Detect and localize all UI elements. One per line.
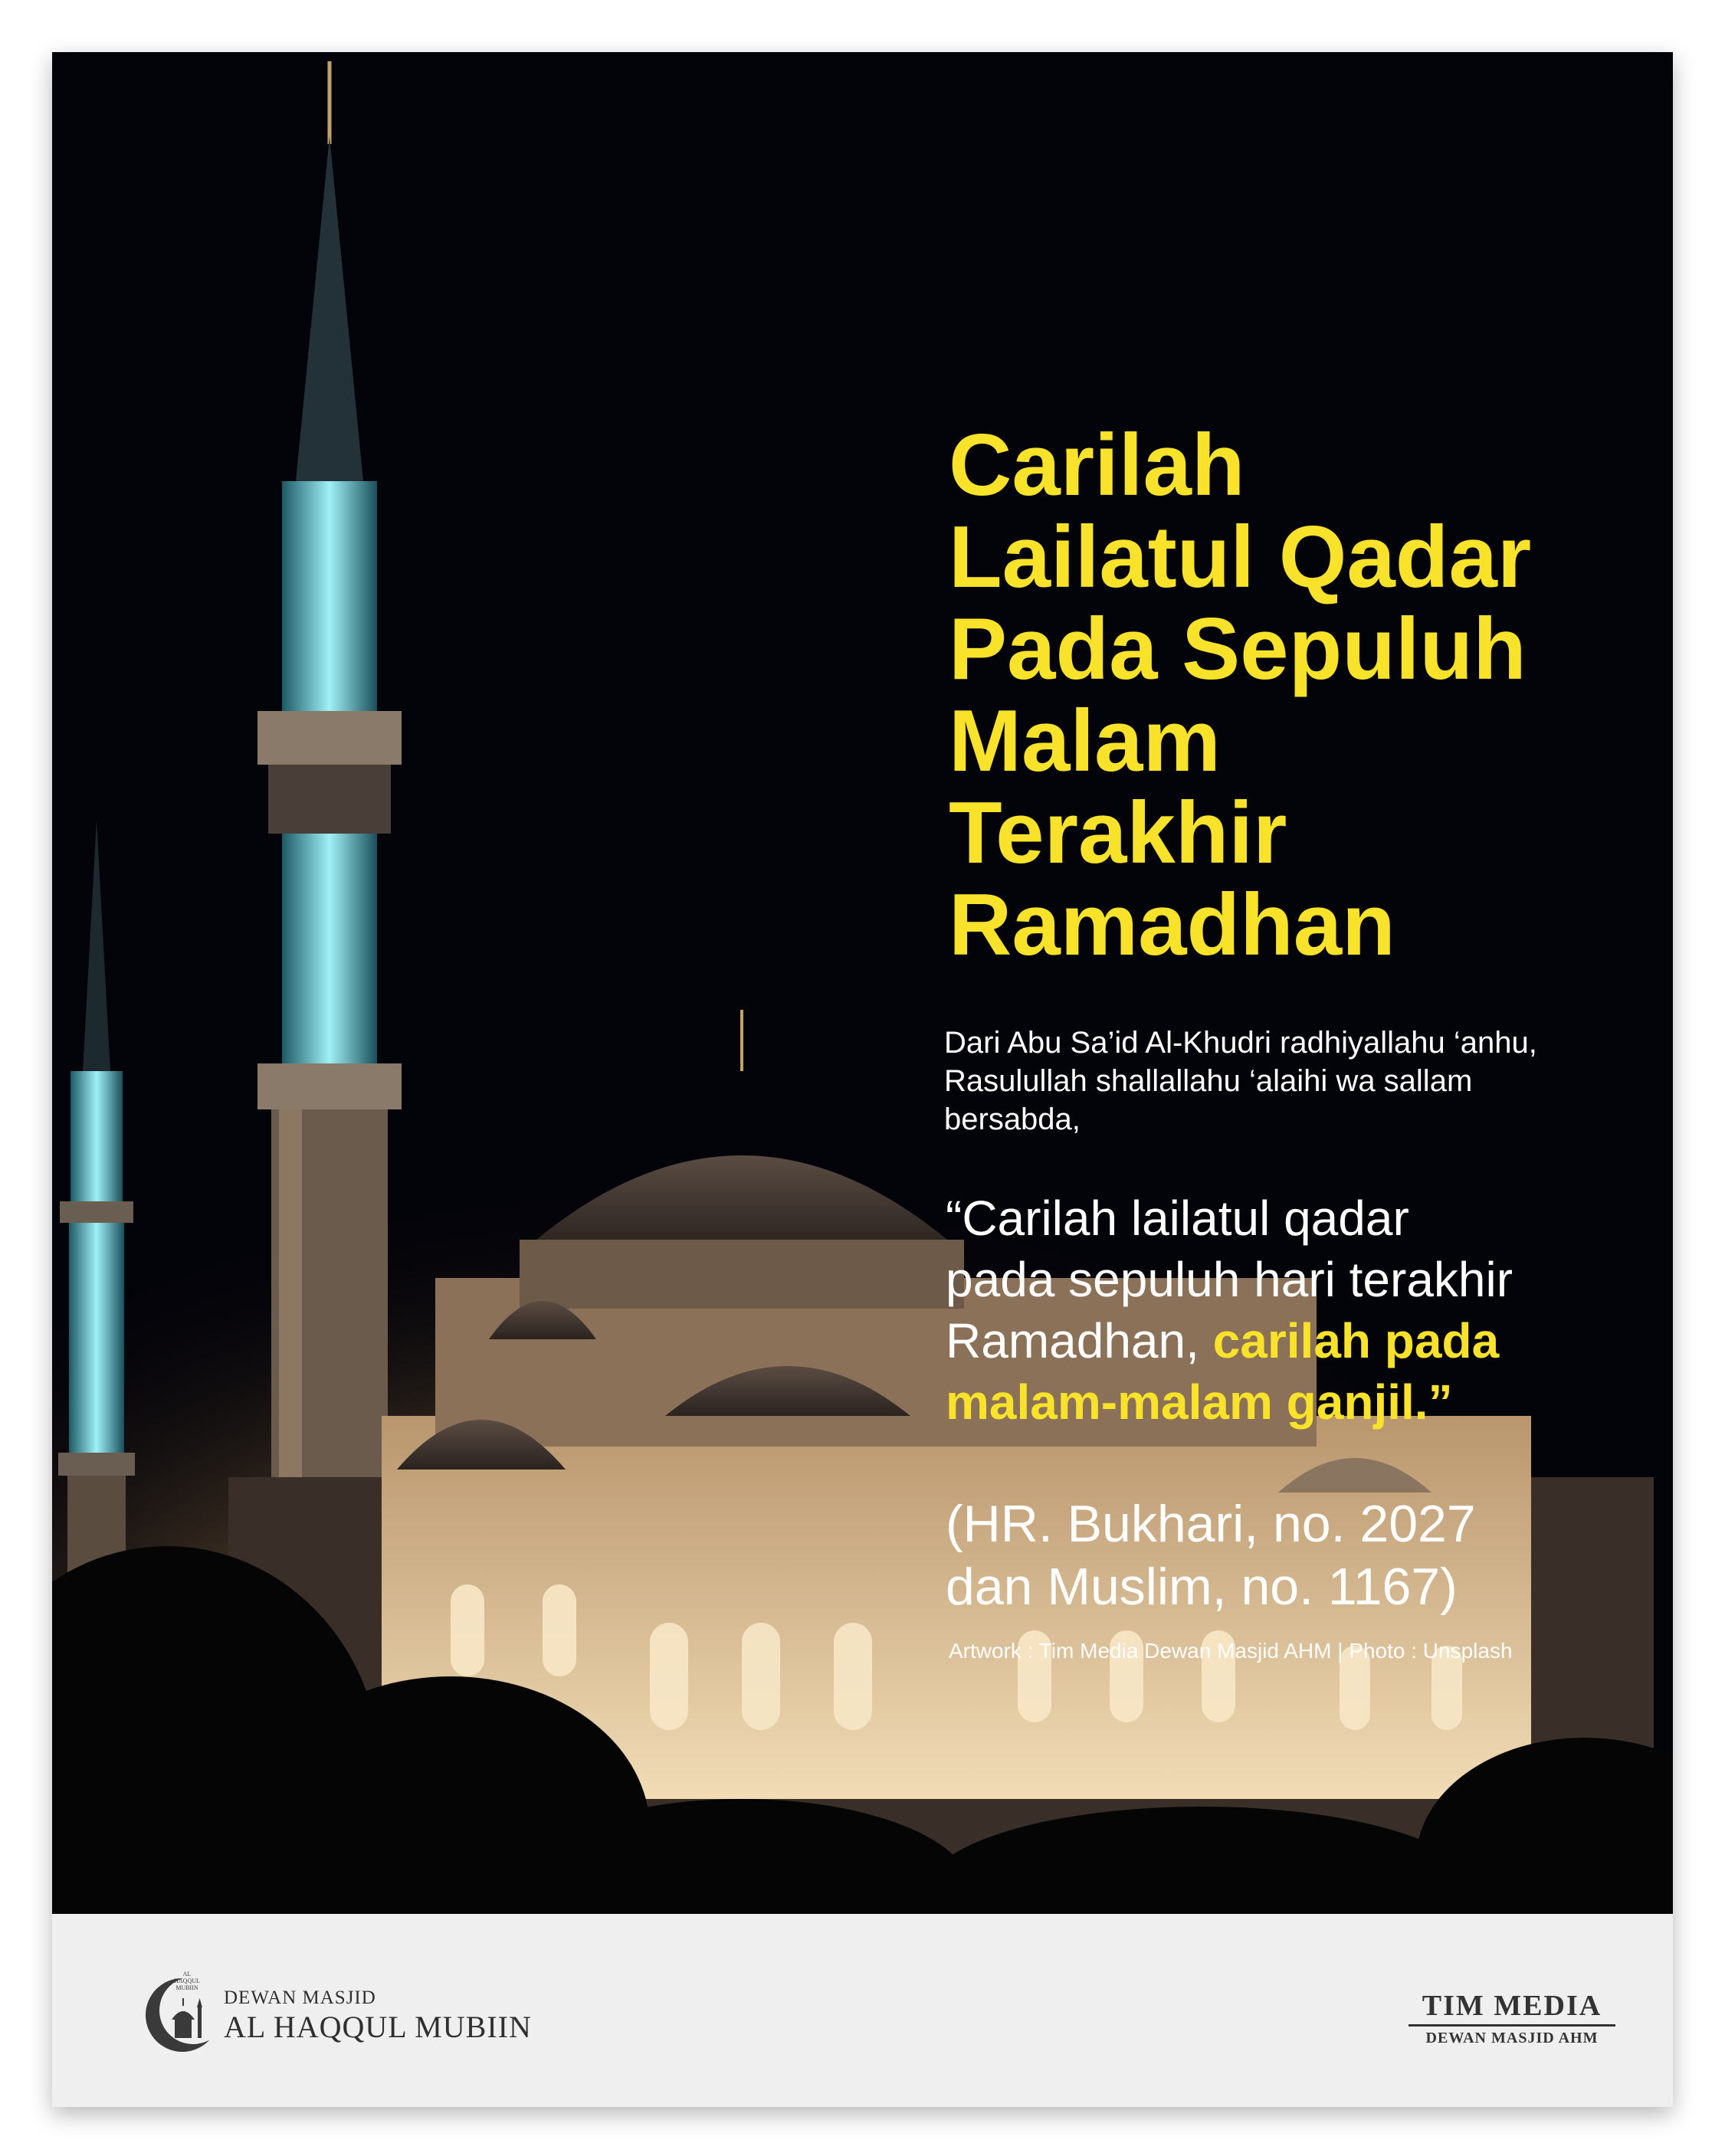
footer-bar [52,1914,1673,2107]
photo-credit: Artwork : Tim Media Dewan Masjid AHM | Photo : Unsplash [949,1639,1513,1663]
tim-media-logo [1409,1989,1615,2050]
title-line: Lailatul Qadar [949,509,1532,606]
quote-highlight: malam-malam ganjil.” [946,1375,1453,1430]
intro-line: bersabda, [944,1103,1081,1136]
logo-tiny-line: HAQQUL [174,1977,200,1984]
title-line: Carilah [949,417,1245,514]
intro-line: Rasulullah shallallahu ‘alaihi wa sallam [944,1064,1473,1098]
quote-line: “Carilah lailatul qadar [946,1191,1409,1246]
tim-media-name: TIM MEDIA [1409,1989,1615,2027]
reference-line: (HR. Bukhari, no. 2027 [946,1495,1476,1553]
poster [52,52,1673,2107]
title-line: Ramadhan [949,876,1395,974]
logo-tiny-text [172,1971,202,1991]
quote-line: pada sepuluh hari terakhir [946,1252,1513,1307]
title-line: Terakhir [949,785,1287,882]
masjid-logo [138,1968,536,2059]
hadith-quote [946,1188,1651,1433]
logo-subtitle: DEWAN MASJID [224,1987,376,2008]
logo-tiny-line: MUBIIN [175,1984,198,1991]
tim-media-subtitle: DEWAN MASJID AHM [1425,2030,1599,2046]
mosque-night-photo [52,52,1673,1914]
intro-line: Dari Abu Sa’id Al-Khudri radhiyallahu ‘anhu, [944,1026,1537,1060]
mosque-illustration [52,52,1673,1914]
reference-line: dan Muslim, no. 1167) [946,1558,1458,1616]
quote-highlight: carilah pada [1212,1313,1500,1368]
hadith-reference [946,1492,1651,1618]
quote-text: Ramadhan, [946,1313,1213,1368]
title-line: Pada Sepuluh [949,601,1527,698]
hadith-intro [944,1024,1634,1139]
logo-tiny-line: AL [182,1971,192,1977]
logo-name: AL HAQQUL MUBIIN [224,2010,532,2044]
poster-title [949,417,1623,974]
quote-line [946,1310,1651,1371]
title-line: Malam [949,693,1221,790]
